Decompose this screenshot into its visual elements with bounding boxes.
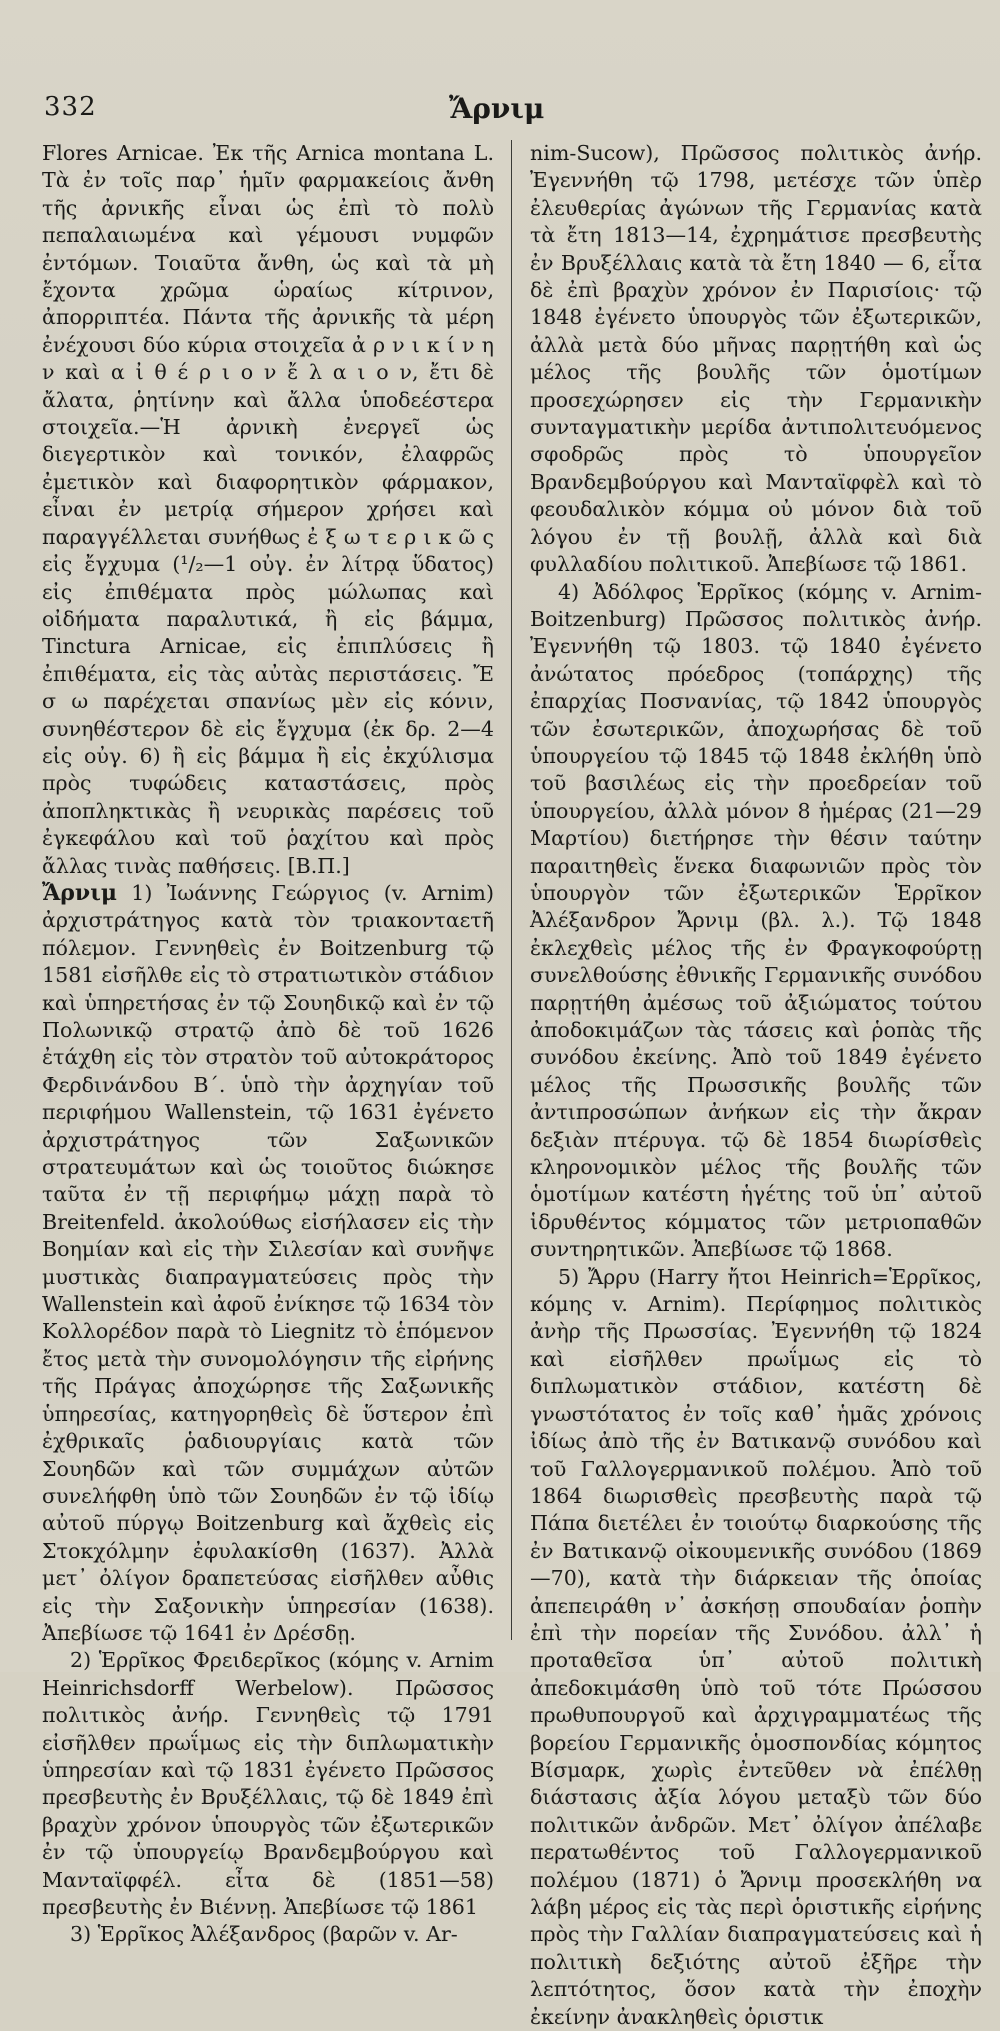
- entry-arnim-5: 5) Ἄρρυ (Harry ἤτοι Heinrich=Ἑρρῖκος, κόμης v. Arnim). Περίφημος πολιτικὸς ἀνὴρ τῆς Πρωσσίας. Ἐγεννήθη τῷ 1824 καὶ εἰσῆλθεν πρωΐμως εἰς τὸ διπλωματικὸν στάδιον, κατέστη δὲ γνωστότατος ἐν τοῖς καθ᾽ ἡμᾶς χρόνοις ἰδίως ἀπὸ τῆς ἐν Βατικανῷ συνόδου καὶ τοῦ Γαλλογερμανικοῦ πολέμου. Ἀπὸ τοῦ 1864 διωρισθεὶς πρεσβευτὴς παρὰ τῷ Πάπα διετέλει ἐν τοιούτῳ διαρκούσης τῆς ἐν Βατικανῷ οἰκουμενικῆς συνόδου (1869—70), κατὰ τὴν διάρκειαν τῆς ὁποίας ἀπεπειράθη ν᾽ ἀσκήσῃ σπουδαίαν ῥοπὴν ἐπὶ τὴν πορείαν τῆς Συνόδου. ἀλλ᾽ ἡ προταθεῖσα ὑπ᾽ αὐτοῦ πολιτικὴ ἀπεδοκιμάσθη ὑπὸ τοῦ τότε Πρώσσου πρωθυπουργοῦ καὶ ἀρχιγραμματέως τῆς βορείου Γερμανικῆς ὁμοσπονδίας κόμητος Βίσμαρκ, χωρὶς ἐντεῦθεν νὰ ἐπέλθῃ διάστασις ἀξία λόγου μεταξὺ τῶν δύο πολιτικῶν ἀνδρῶν. Μετ᾽ ὀλίγον ἀπέλαβε περατωθέντος τοῦ Γαλλογερμανικοῦ πολέμου (1871) ὁ Ἄρνιμ προσεκλήθη να λάβη μέρος εἰς τὰς περὶ ὁριστικῆς εἰρήνης πρὸς τὴν Γαλλίαν διαπραγματεύσεις καὶ ἡ πολιτικὴ δεξιότης αὐτοῦ ἐξῆρε τὴν λεπτότητος, ὅσον κατὰ τὴν ἐποχὴν ἐκείνην ἀνακληθεὶς ὁριστικ: [530, 1264, 982, 2029]
- left-column: [42, 140, 494, 1947]
- entry-arnim-1-text: 1) Ἰωάννης Γεώργιος (v. Arnim) ἀρχιστράτηγος κατὰ τὸν τριακονταετῆ πόλεμον. Γεννηθεὶς ἐν Boitzenburg τῷ 1581 εἰσῆλθε εἰς τὸ στρατιωτικὸν στάδιον καὶ ὑπηρετήσας ἐν τῷ Σουηδικῷ καὶ ἐν τῷ Πολωνικῷ στρατῷ ἀπὸ δὲ τοῦ 1626 ἐτάχθη εἰς τὸν στρατὸν τοῦ αὐτοκράτορος Φερδινάνδου Β΄. ὑπὸ τὴν ἀρχηγίαν τοῦ περιφήμου Wallenstein, τῷ 1631 ἐγένετο ἀρχιστράτηγος τῶν Σαξωνικῶν στρατευμάτων καὶ ὡς τοιοῦτος διώκησε ταῦτα ἐν τῇ περιφήμῳ μάχῃ παρὰ τὸ Breitenfeld. ἀκολούθως εἰσήλασεν εἰς τὴν Βοημίαν καὶ εἰς τὴν Σιλεσίαν καὶ συνῆψε μυστικὰς διαπραγματεύσεις πρὸς τὴν Wallenstein καὶ ἀφοῦ ἐνίκησε τῷ 1634 τὸν Κολλορέδον παρὰ τὸ Liegnitz τὸ ἑπόμενον ἔτος μετὰ τὴν συνομολόγησιν τῆς εἰρήνης τῆς Πράγας ἀποχώρησε τῆς Σαξωνικῆς ὑπηρεσίας, κατηγορηθεὶς δὲ ὕστερον ἐπὶ ἐχθρικαῖς ῥαδιουργίαις κατὰ τῶν Σουηδῶν καὶ τῶν συμμάχων αὐτῶν συνελήφθη ὑπὸ τῶν Σουηδῶν ἐν τῷ ἰδίῳ αὐτοῦ πύργῳ Boitzenburg καὶ ἄχθεὶς εἰς Στοκχόλμην ἐφυλακίσθη (1637). Ἀλλὰ μετ᾽ ὀλίγον δραπετεύσας εἰσῆλθεν αὖθις εἰς τὴν Σαξονικὴν ὑπηρεσίαν (1638). Ἀπεβίωσε τῷ 1641 ἐν Δρέσδῃ.: [42, 880, 494, 1645]
- paragraph-arnica-flowers: Flores Arnicae. Ἐκ τῆς Arnica montana L. Τὰ ἐν τοῖς παρ᾽ ἡμῖν φαρμακείοις ἄνθη τῆς ἀρνικῆς εἶναι ὡς ἐπὶ τὸ πολὺ πεπαλαιωμένα καὶ γέμουσι νυμφῶν ἐντόμων. Τοιαῦτα ἄνθη, ὡς καὶ τὰ μὴ ἔχοντα χρῶμα ὡραίως κίτρινον, ἀπορριπτέα. Πάντα τῆς ἀρνικῆς τὰ μέρη ἐνέχουσι δύο κύρια στοιχεῖα ἀ ρ ν ι κ ί ν η ν καὶ α ἰ θ έ ρ ι ο ν ἔ λ α ι ο ν, ἔτι δὲ ἄλατα, ῥητίνην καὶ ἄλλα ὑποδεέστερα στοιχεῖα.—Ἡ ἀρνικὴ ἐνεργεῖ ὡς διεγερτικὸν καὶ τονικόν, ἐλαφρῶς ἐμετικὸν καὶ διαφορητικὸν φάρμακον, εἶναι ἐν μετρίᾳ σήμερον χρήσει καὶ παραγγέλλεται συνήθως ἐ ξ ω τ ε ρ ι κ ῶ ς εἰς ἔγχυμα (¹/₂—1 οὐγ. ἐν λίτρᾳ ὕδατος) εἰς ἐπιθέματα πρὸς μώλωπας καὶ οἰδήματα παραλυτικά, ἢ εἰς βάμμα, Tinctura Arnicae, εἰς ἐπιπλύσεις ἢ ἐπιθέματα, εἰς τὰς αὐτὰς περιστάσεις. Ἔ σ ω παρέχεται σπανίως μὲν εἰς κόνιν, συνηθέστερον δὲ εἰς ἔγχυμα (ἐκ δρ. 2—4 εἰς οὐγ. 6) ἢ εἰς βάμμα ἢ εἰς ἐκχύλισμα πρὸς τυφώδεις καταστάσεις, πρὸς ἀποπληκτικὰς ἢ νευρικὰς παρέσεις τοῦ ἐγκεφάλου καὶ τοῦ ῥαχίτου καὶ πρὸς ἄλλας τινὰς παθήσεις. [Β.Π.]: [42, 141, 494, 878]
- running-head: Ἄρνιμ: [449, 92, 545, 125]
- entry-arnim-3-continued: nim-Sucow), Πρῶσσος πολιτικὸς ἀνήρ. Ἐγεννήθη τῷ 1798, μετέσχε τῶν ὑπὲρ ἐλευθερίας ἀγώνων τῆς Γερμανίας κατὰ τὰ ἔτη 1813—14, ἐχρημάτισε πρεσβευτὴς ἐν Βρυξέλλαις κατὰ τὰ ἔτη 1840 — 6, εἶτα δὲ ἐπὶ βραχὺν χρόνον ἐν Παρισίοις· τῷ 1848 ἐγένετο ὑπουργὸς τῶν ἐξωτερικῶν, ἀλλὰ μετὰ δύο μῆνας παρῃτήθη καὶ ὡς μέλος τῆς βουλῆς τῶν ὁμοτίμων προσεχώρησεν εἰς τὴν Γερμανικὴν συνταγματικὴν μερίδα ἀντιπολιτευόμενος σφοδρῶς πρὸς τὸ ὑπουργεῖον Βρανδεμβούργου καὶ Μανταϊφφὲλ καὶ τὸ φεουδαλικὸν κόμμα οὐ μόνον διὰ τοῦ λόγου ἐν τῇ βουλῇ, ἀλλὰ καὶ διὰ φυλλαδίου πολιτικοῦ. Ἀπεβίωσε τῷ 1861.: [530, 141, 982, 577]
- entry-arnim-4: 4) Ἀδόλφος Ἑρρῖκος (κόμης v. Arnim-Boitzenburg) Πρῶσσος πολιτικὸς ἀνήρ. Ἐγεννήθη τῷ 1803. τῷ 1840 ἐγένετο ἀνώτατος πρόεδρος (τοπάρχης) τῆς ἐπαρχίας Ποσνανίας, τῷ 1842 ὑπουργὸς τῶν ἐσωτερικῶν, ἀποχωρήσας δὲ τοῦ ὑπουργείου τῷ 1845 τῷ 1848 ἐκλήθη ὑπὸ τοῦ βασιλέως εἰς τὴν προεδρείαν τοῦ ὑπουργείου, ἀλλὰ μόνον 8 ἡμέρας (21—29 Μαρτίου) διετήρησε τὴν θέσιν ταύτην παραιτηθεὶς ἕνεκα διαφωνιῶν πρὸς τὸν ὑπουργὸν τῶν ἐξωτερικῶν Ἑρρῖκον Ἀλέξανδρον Ἄρνιμ (βλ. λ.). Τῷ 1848 ἐκλεχθεὶς μέλος τῆς ἐν Φραγκοφούρτῃ συνελθούσης ἐθνικῆς Γερμανικῆς συνόδου παρῃτήθη ἀμέσως τοῦ ἀξιώματος τούτου ἀποδοκιμάζων τὰς τάσεις καὶ ῥοπὰς τῆς συνόδου ἐκείνης. Ἀπὸ τοῦ 1849 ἐγένετο μέλος τῆς Πρωσσικῆς βουλῆς τῶν ἀντιπροσώπων ἀνήκων εἰς τὴν ἄκραν δεξιὰν πτέρυγα. τῷ δὲ 1854 διωρίσθεὶς κληρονομικὸν μέλος τῆς βουλῆς τῶν ὁμοτίμων κατέστη ἡγέτης τοῦ ὑπ᾽ αὐτοῦ ἱδρυθέντος κόμματος τῶν μετριοπαθῶν συντηρητικῶν. Ἀπεβίωσε τῷ 1868.: [530, 579, 982, 1262]
- page-header: [44, 92, 940, 132]
- entry-arnim-2: 2) Ἑρρῖκος Φρειδερῖκος (κόμης v. Arnim Heinrichsdorff Werbelow). Πρῶσσος πολιτικὸς ἀνήρ. Γεννηθεὶς τῷ 1791 εἰσῆλθεν πρωΐμως εἰς τὴν διπλωματικὴν ὑπηρεσίαν καὶ τῷ 1831 ἐγένετο Πρῶσσος πρεσβευτὴς ἐν Βρυξέλλαις, τῷ δὲ 1849 ἐπὶ βραχὺν χρόνον ὑπουργὸς τῶν ἐξωτερικῶν ἐν τῷ ὑπουργείῳ Βρανδεμβούργου καὶ Μανταϊφφέλ. εἶτα δὲ (1851—58) πρεσβευτὴς ἐν Βιέννῃ. Ἀπεβίωσε τῷ 1861: [42, 1648, 494, 1919]
- page-number: 332: [44, 92, 97, 122]
- right-column: [530, 140, 982, 2029]
- entry-arnim-1: [42, 880, 494, 1647]
- column-divider: [511, 140, 512, 1640]
- entry-headword: Ἄρνιμ: [42, 879, 117, 906]
- entry-arnim-3-start: 3) Ἑρρῖκος Ἀλέξανδρος (βαρῶν v. Ar-: [70, 1922, 458, 1947]
- text-columns: [42, 140, 992, 2029]
